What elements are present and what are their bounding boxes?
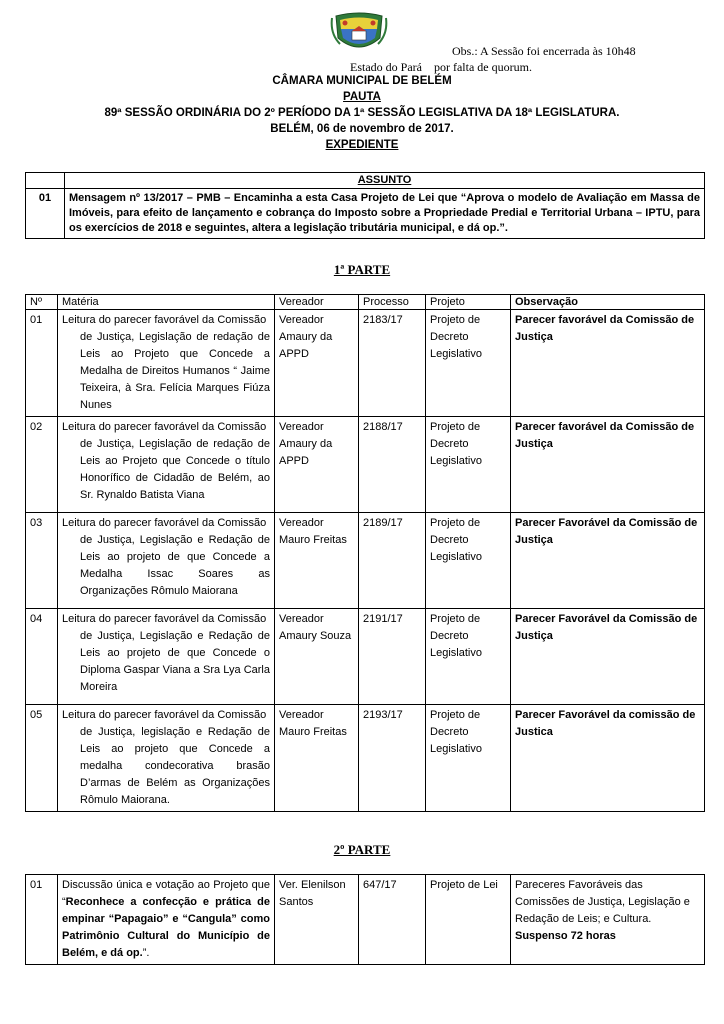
materia-line1: Leitura do parecer favorável da Comissão (62, 314, 267, 326)
table-row (26, 310, 705, 417)
parte2-table (25, 874, 705, 965)
agenda-title: PAUTA (343, 91, 381, 103)
col-header-materia: Matéria (58, 295, 275, 310)
materia-line1: Leitura do parecer favorável da Comissão (62, 709, 267, 721)
row-projeto: Projeto de Decreto Legislativo (426, 417, 511, 513)
state-line (350, 60, 532, 75)
col-header-observacao: Observação (511, 295, 705, 310)
table-row (26, 513, 705, 609)
row-observacao: Parecer favorável da Comissão de Justiça (511, 310, 705, 417)
row-projeto: Projeto de Decreto Legislativo (426, 705, 511, 812)
session-note: Obs.: A Sessão foi encerrada às 10h48 (452, 44, 636, 58)
table-row (26, 189, 705, 239)
row-observacao (511, 875, 705, 965)
materia-end: ”. (142, 947, 150, 959)
materia-text: de Justiça, Legislação de redação de Leis ao Projeto que Concede a Medalha de Direitos Humanos “ Jaime Teixeira, à Sra. Felícia Marques Fiúza Nunes (80, 331, 270, 411)
assunto-header: ASSUNTO (65, 173, 705, 189)
state-name: Estado do Pará (350, 60, 422, 74)
observacao-status: Suspenso 72 horas (515, 930, 616, 942)
parte1-table (25, 294, 705, 812)
observacao-text: Pareceres Favoráveis das Comissões de Justiça, Legislação e Redação de Leis; e Cultura. (515, 879, 690, 925)
col-header-num: Nº (26, 295, 58, 310)
item-subject: Mensagem nº 13/2017 – PMB – Encaminha a esta Casa Projeto de Lei que “Aprova o modelo de Avaliação em Massa de Imóveis, para efeito de lançamento e cobrança do Imposto sobre a Propriedade Predial e Territorial Urbana – IPTU, para os exercícios de 2018 e seguintes, altera a legislação tributária municipal, e dá op.”. (65, 189, 705, 239)
materia-line1: Leitura do parecer favorável da Comissão (62, 613, 267, 625)
row-num: 01 (26, 310, 58, 417)
row-num: 03 (26, 513, 58, 609)
quorum-note: por falta de quorum. (433, 60, 532, 74)
row-observacao: Parecer favorável da Comissão de Justiça (511, 417, 705, 513)
row-materia (58, 875, 275, 965)
row-observacao: Parecer Favorável da Comissão de Justiça (511, 513, 705, 609)
row-num: 04 (26, 609, 58, 705)
row-processo: 2191/17 (359, 609, 426, 705)
col-header-processo: Processo (359, 295, 426, 310)
session-title: 89ª SESSÃO ORDINÁRIA DO 2º PERÍODO DA 1ª SESSÃO LEGISLATIVA DA 18ª LEGISLATURA. (104, 107, 620, 119)
parte1-title: 1ª PARTE (333, 262, 391, 277)
row-materia (58, 417, 275, 513)
materia-text: de Justiça, Legislação e Redação de Leis ao projeto de que Concede o Diploma Gaspar Viana a Sra Lya Carla Moreira (80, 630, 270, 693)
row-num: 05 (26, 705, 58, 812)
parte2-title: 2º PARTE (333, 842, 391, 857)
row-vereador: Vereador Amaury da APPD (275, 310, 359, 417)
materia-line1: Leitura do parecer favorável da Comissão (62, 517, 267, 529)
materia-text: de Justiça, legislação e Redação de Leis ao projeto que Concede a medalha condecorativa brasão D’armas de Belém as Organizações Rômulo Maiorana. (80, 726, 270, 806)
row-num: 02 (26, 417, 58, 513)
row-projeto: Projeto de Decreto Legislativo (426, 609, 511, 705)
chamber-title: CÂMARA MUNICIPAL DE BELÉM (272, 75, 452, 87)
row-materia (58, 310, 275, 417)
row-observacao: Parecer Favorável da Comissão de Justiça (511, 609, 705, 705)
row-vereador: Vereador Amaury da APPD (275, 417, 359, 513)
table-header-row (26, 173, 705, 189)
expediente-title: EXPEDIENTE (325, 139, 399, 151)
materia-text: de Justiça, Legislação e Redação de Leis ao projeto de que Concede a Medalha Issac Soares as Organizações Rômulo Maiorana (80, 534, 270, 597)
row-processo: 2189/17 (359, 513, 426, 609)
row-observacao: Parecer Favorável da comissão de Justica (511, 705, 705, 812)
table-header-row (26, 295, 705, 310)
row-vereador: Vereador Amaury Souza (275, 609, 359, 705)
col-header-projeto: Projeto (426, 295, 511, 310)
row-materia (58, 513, 275, 609)
expediente-table (25, 172, 705, 239)
row-materia (58, 609, 275, 705)
materia-text: de Justiça, Legislação de redação de Leis ao Projeto que Concede o título Honorífico de Cidadão de Belém, ao Sr. Rynaldo Batista Viana (80, 438, 270, 501)
row-projeto: Projeto de Decreto Legislativo (426, 513, 511, 609)
session-date: BELÉM, 06 de novembro de 2017. (270, 123, 454, 135)
row-processo: 647/17 (359, 875, 426, 965)
row-projeto: Projeto de Lei (426, 875, 511, 965)
row-vereador: Ver. Elenilson Santos (275, 875, 359, 965)
materia-intro: Discussão única e votação ao Projeto que “ (62, 879, 270, 908)
coat-of-arms-icon (330, 12, 388, 54)
row-processo: 2193/17 (359, 705, 426, 812)
row-vereador: Vereador Mauro Freitas (275, 513, 359, 609)
table-row (26, 609, 705, 705)
item-number: 01 (26, 189, 65, 239)
row-processo: 2183/17 (359, 310, 426, 417)
row-projeto: Projeto de Decreto Legislativo (426, 310, 511, 417)
row-num: 01 (26, 875, 58, 965)
table-row (26, 417, 705, 513)
row-vereador: Vereador Mauro Freitas (275, 705, 359, 812)
col-header-vereador: Vereador (275, 295, 359, 310)
row-processo: 2188/17 (359, 417, 426, 513)
materia-bold: Reconhece a confecção e prática de empinar “Papagaio” e “Cangula” como Patrimônio Cultural do Município de Belém, e dá op. (62, 896, 270, 959)
table-row (26, 705, 705, 812)
row-materia (58, 705, 275, 812)
table-row (26, 875, 705, 965)
materia-line1: Leitura do parecer favorável da Comissão (62, 421, 267, 433)
